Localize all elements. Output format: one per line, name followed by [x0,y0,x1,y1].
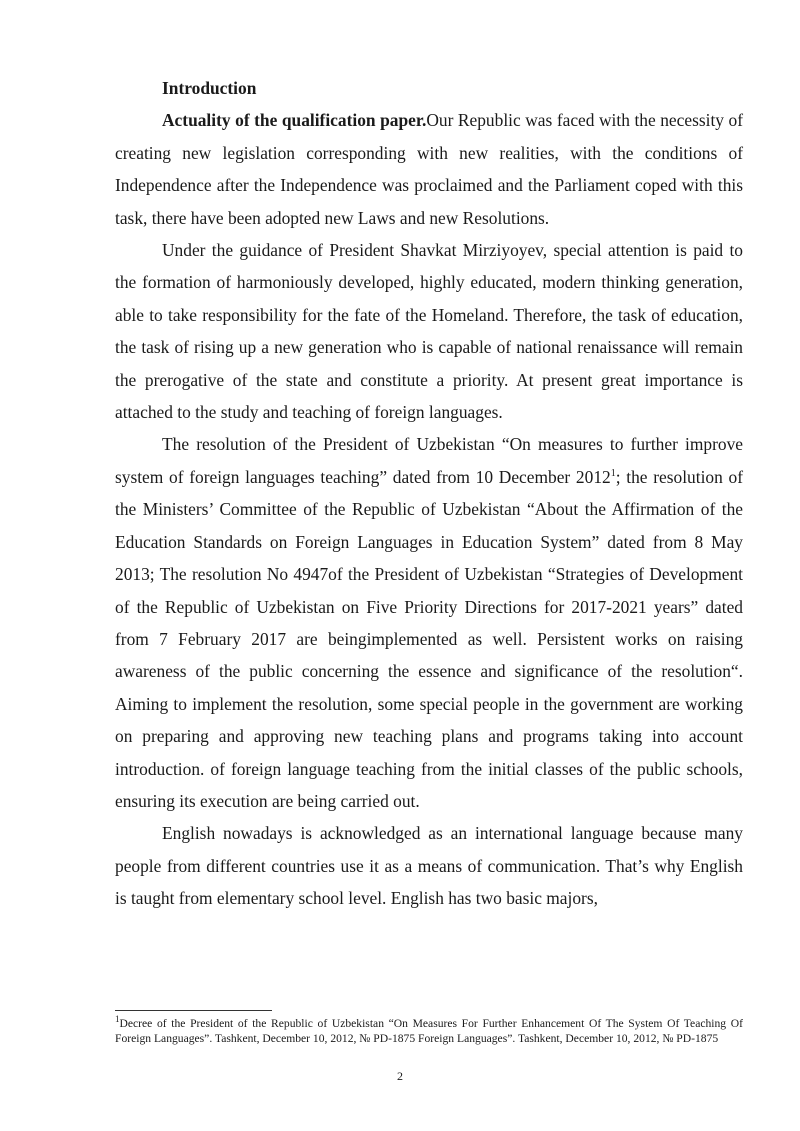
paragraph-text: Our Republic was faced with the necessity of creating new legislation corresponding with new realities, with the conditions of Independence after the Independence was proclaimed and the Parliament coped with this task, there have been adopted new Laws and new Resolutions. [115,110,743,228]
paragraph-text: The resolution of the President of Uzbekistan “On measures to further improve system of foreign languages teaching” dated from 10 December 2012 [115,434,743,487]
paragraph-lead: Actuality of the qualification paper. [162,110,427,131]
footnote-reference: 1 [610,468,616,480]
paragraph-guidance: Under the guidance of President Shavkat Mirziyoyev, special attention is paid to the formation of harmoniously developed, highly educated, modern thinking generation, able to take responsibility for the fate of the Homeland. Therefore, the task of education, the task of rising up a new generation who is capable of national renaissance will remain the prerogative of the state and constitute a priority. At present great importance is attached to the study and teaching of foreign languages. [115,240,743,423]
paragraph-text: ; the resolution of the Ministers’ Committee of the Republic of Uzbekistan “About the Affirmation of the Education Standards on Foreign Languages in Education System” dated from 8 May 2013; The resolution No 4947of the President of Uzbekistan “Strategies of Development of the Republic of Uzbekistan on Five Priority Directions for 2017-2021 years” dated from 7 February 2017 are beingimplemented as well. Persistent works on raising awareness of the public concerning the essence and significance of the resolution“. Aiming to implement the resolution, some special people in the government are working on preparing and approving new teaching plans and programs taking into account introduction. of foreign language teaching from the initial classes of the public schools, ensuring its execution are being carried out. [115,466,743,811]
footnote-mark: 1 [115,1014,120,1025]
paragraph-resolution [115,428,743,817]
footnote-text: Decree of the President of the Republic of Uzbekistan “On Measures For Further Enhancement Of The System Of Teaching Of Foreign Languages”. Tashkent, December 10, 2012, № PD-1875 Foreign Languages”. Tashkent, December 10, 2012, № PD-1875 [115,1017,743,1045]
footnote [115,1014,743,1046]
section-heading: Introduction [162,78,257,98]
body-text [115,72,743,915]
page-number: 2 [397,1069,403,1083]
footnote-separator [115,1010,272,1011]
paragraph-english: English nowadays is acknowledged as an international language because many people from different countries use it as a means of communication. That’s why English is taught from elementary school level. English has two basic majors, [115,823,743,909]
paragraph-actuality [115,104,743,234]
